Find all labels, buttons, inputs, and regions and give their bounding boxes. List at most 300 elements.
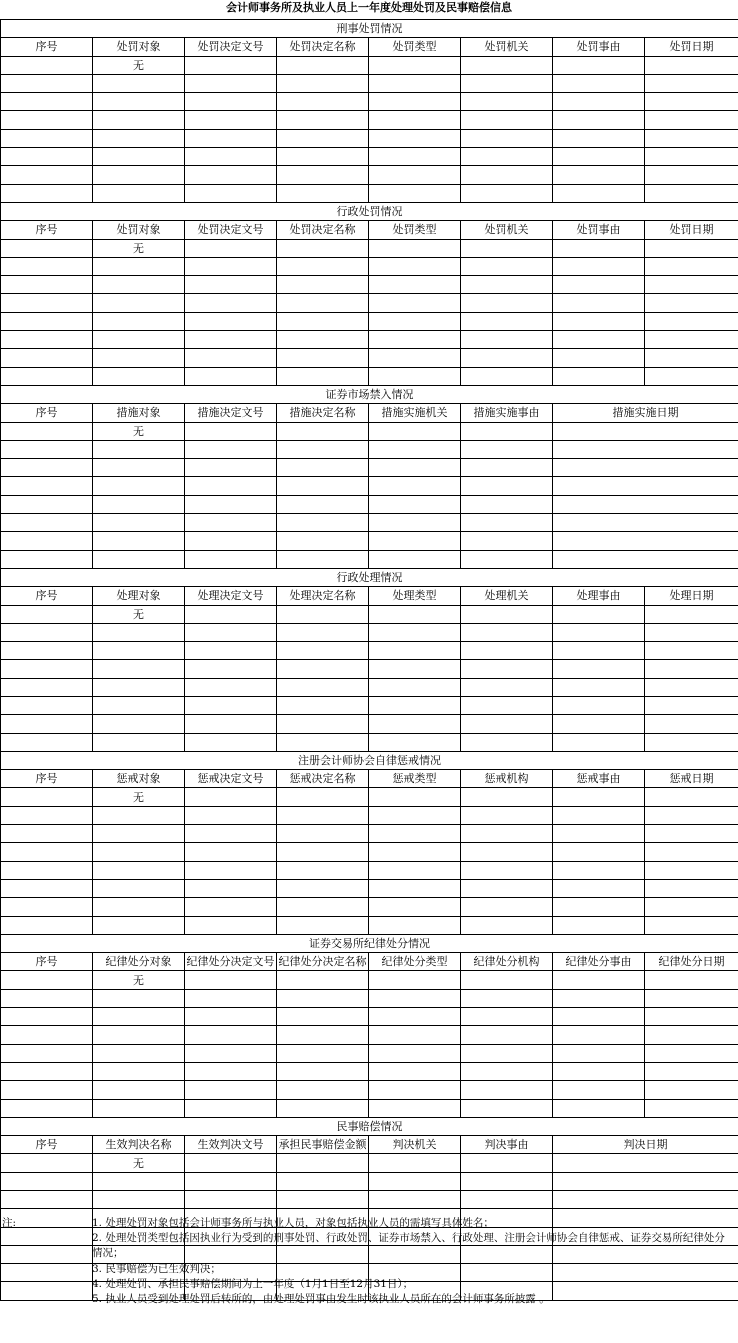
- column-header: 处罚决定名称: [277, 221, 369, 239]
- table-cell: [185, 312, 277, 330]
- header-row: [1, 38, 738, 56]
- table-cell: [461, 1191, 553, 1209]
- table-cell: [93, 678, 185, 696]
- table-row: [1, 367, 738, 385]
- table-row: [1, 1008, 738, 1026]
- table-row: [1, 459, 738, 477]
- table-cell: [553, 1026, 645, 1044]
- table-cell: [277, 733, 369, 751]
- table-cell: [645, 605, 738, 623]
- notes-label: 注:: [2, 1217, 17, 1229]
- column-header: 序号: [1, 770, 93, 788]
- table-cell: [553, 879, 645, 897]
- table-cell: [553, 550, 738, 568]
- table-cell: [553, 1191, 738, 1209]
- table-cell: [185, 514, 277, 532]
- table-row: [1, 294, 738, 312]
- header-row: [1, 221, 738, 239]
- table-cell: [93, 532, 185, 550]
- table-cell: [93, 257, 185, 275]
- section-title-row: [1, 751, 738, 769]
- table-cell: [369, 257, 461, 275]
- column-header: 处罚日期: [645, 221, 738, 239]
- table-cell: [185, 825, 277, 843]
- table-cell: [461, 715, 553, 733]
- column-header: 序号: [1, 1136, 93, 1154]
- table-cell: [553, 440, 738, 458]
- table-cell: [93, 1191, 185, 1209]
- table-cell: [1, 1026, 93, 1044]
- table-cell: [1, 440, 93, 458]
- column-header: 处理事由: [553, 587, 645, 605]
- table-cell: [277, 660, 369, 678]
- table-cell: [645, 1026, 738, 1044]
- table-cell: [1, 257, 93, 275]
- table-row: [1, 331, 738, 349]
- table-cell: [185, 971, 277, 989]
- table-cell: [1, 477, 93, 495]
- table-cell: [369, 148, 461, 166]
- table-cell: [1, 495, 93, 513]
- table-cell: [93, 861, 185, 879]
- table-cell: [277, 696, 369, 714]
- table-cell: [369, 660, 461, 678]
- table-cell: [645, 660, 738, 678]
- table-cell: [369, 1081, 461, 1099]
- table-row: [1, 1099, 738, 1117]
- table-cell: [93, 843, 185, 861]
- table-cell: [1, 879, 93, 897]
- note-item: 1. 处理处罚对象包括会计师事务所与执业人员，对象包括执业人员的需填写具体姓名；: [92, 1217, 494, 1229]
- table-row: [1, 514, 738, 532]
- table-cell: [277, 1044, 369, 1062]
- table-cell: [553, 1044, 645, 1062]
- table-cell: [1, 916, 93, 934]
- table-cell: [553, 312, 645, 330]
- table-cell: [277, 239, 369, 257]
- table-cell: [185, 111, 277, 129]
- table-cell: [369, 623, 461, 641]
- table-cell: [277, 331, 369, 349]
- table-cell: [645, 349, 738, 367]
- table-cell: [553, 806, 645, 824]
- table-cell: [93, 989, 185, 1007]
- table-row: [1, 843, 738, 861]
- table-cell: [93, 898, 185, 916]
- table-cell: [461, 1008, 553, 1026]
- table-cell: [1, 861, 93, 879]
- table-cell: [93, 276, 185, 294]
- table-cell: [277, 788, 369, 806]
- table-cell: [369, 477, 461, 495]
- table-cell: [185, 1099, 277, 1117]
- table-cell: [461, 861, 553, 879]
- table-cell: [1, 1245, 93, 1263]
- table-row: [1, 825, 738, 843]
- table-cell: [277, 989, 369, 1007]
- table-cell: [277, 276, 369, 294]
- table-cell: [185, 276, 277, 294]
- table-cell: [369, 239, 461, 257]
- table-cell: [461, 129, 553, 147]
- table-cell: [277, 459, 369, 477]
- table-cell: [1, 74, 93, 92]
- table-cell: [645, 843, 738, 861]
- section-title: 刑事处罚情况: [1, 20, 738, 38]
- column-header: 措施对象: [93, 404, 185, 422]
- table-cell: [277, 422, 369, 440]
- table-cell: [185, 166, 277, 184]
- table-cell: [461, 276, 553, 294]
- table-cell: [185, 1154, 277, 1172]
- table-cell: [93, 623, 185, 641]
- column-header: 措施实施事由: [461, 404, 553, 422]
- table-cell: [369, 532, 461, 550]
- note-item: 4. 处理处罚、承担民事赔偿期间为上一年度（1月1日至12月31日）；: [92, 1277, 414, 1290]
- column-header: 判决事由: [461, 1136, 553, 1154]
- header-row: [1, 770, 738, 788]
- table-cell: [277, 495, 369, 513]
- table-cell: [277, 532, 369, 550]
- table-cell: [369, 1172, 461, 1190]
- table-cell: [277, 129, 369, 147]
- table-cell: [461, 532, 553, 550]
- table-cell: [553, 989, 645, 1007]
- table-cell: [553, 1172, 738, 1190]
- column-header: 惩戒事由: [553, 770, 645, 788]
- table-cell: [185, 440, 277, 458]
- table-row: [1, 349, 738, 367]
- table-row: [1, 861, 738, 879]
- table-cell: [461, 1081, 553, 1099]
- table-row: [1, 532, 738, 550]
- table-row: [1, 733, 738, 751]
- table-cell: [185, 257, 277, 275]
- table-cell: [645, 898, 738, 916]
- table-cell: [369, 806, 461, 824]
- table-cell: [1, 550, 93, 568]
- table-cell: [369, 1154, 461, 1172]
- table-cell: [93, 477, 185, 495]
- table-cell: [185, 148, 277, 166]
- table-row: [1, 1062, 738, 1080]
- disclosure-table: [0, 19, 738, 1301]
- table-cell: [645, 1062, 738, 1080]
- table-cell: [93, 1044, 185, 1062]
- column-header: 措施实施日期: [553, 404, 738, 422]
- column-header: 处罚日期: [645, 38, 738, 56]
- table-cell: [185, 843, 277, 861]
- table-cell: [1, 623, 93, 641]
- table-cell: [1, 514, 93, 532]
- table-cell: [553, 56, 645, 74]
- table-cell: [461, 678, 553, 696]
- table-row: [1, 605, 738, 623]
- table-cell: [461, 879, 553, 897]
- table-cell: [369, 898, 461, 916]
- table-cell: [369, 550, 461, 568]
- table-cell: [553, 861, 645, 879]
- table-cell: [553, 514, 738, 532]
- column-header: 处罚类型: [369, 221, 461, 239]
- table-cell: [93, 349, 185, 367]
- table-cell: [369, 349, 461, 367]
- table-cell: [553, 843, 645, 861]
- table-cell: [185, 916, 277, 934]
- table-cell: [93, 879, 185, 897]
- table-cell: [553, 74, 645, 92]
- table-cell: [277, 111, 369, 129]
- table-cell: [93, 148, 185, 166]
- table-row: [1, 879, 738, 897]
- table-cell: [277, 861, 369, 879]
- table-cell: [185, 861, 277, 879]
- table-row: [1, 1172, 738, 1190]
- table-cell: [93, 331, 185, 349]
- table-cell: [1, 56, 93, 74]
- table-cell: [461, 331, 553, 349]
- table-cell: [277, 1081, 369, 1099]
- table-cell: [93, 1081, 185, 1099]
- table-cell: [185, 93, 277, 111]
- table-cell: [277, 1191, 369, 1209]
- table-cell: [277, 477, 369, 495]
- column-header: 判决机关: [369, 1136, 461, 1154]
- column-header: 处罚对象: [93, 221, 185, 239]
- table-cell: [93, 696, 185, 714]
- table-cell: [645, 56, 738, 74]
- table-cell: [369, 861, 461, 879]
- table-cell: [461, 989, 553, 1007]
- column-header: 处罚决定文号: [185, 38, 277, 56]
- table-cell: [461, 660, 553, 678]
- table-cell: [93, 1099, 185, 1117]
- table-cell: [645, 74, 738, 92]
- table-cell: [1, 166, 93, 184]
- table-cell: [93, 733, 185, 751]
- table-cell: [369, 733, 461, 751]
- column-header: 承担民事赔偿金额: [277, 1136, 369, 1154]
- table-cell: [461, 733, 553, 751]
- table-cell: [93, 294, 185, 312]
- table-row: [1, 111, 738, 129]
- table-cell: [93, 1062, 185, 1080]
- table-row: [1, 1044, 738, 1062]
- table-cell: [645, 715, 738, 733]
- table-cell: [553, 422, 738, 440]
- table-cell: [1, 825, 93, 843]
- table-cell: [185, 660, 277, 678]
- table-cell: [185, 1026, 277, 1044]
- table-cell: [277, 678, 369, 696]
- table-cell: [369, 459, 461, 477]
- table-cell: [369, 495, 461, 513]
- table-cell: [277, 715, 369, 733]
- column-header: 惩戒决定文号: [185, 770, 277, 788]
- table-cell: [461, 349, 553, 367]
- table-cell: [369, 56, 461, 74]
- column-header: 处罚决定名称: [277, 38, 369, 56]
- table-cell: [553, 916, 645, 934]
- table-cell: [461, 514, 553, 532]
- table-cell: [645, 971, 738, 989]
- table-cell: [645, 239, 738, 257]
- table-cell: [1, 129, 93, 147]
- table-cell: [369, 166, 461, 184]
- page-title: 会计师事务所及执业人员上一年度处理处罚及民事赔偿信息: [226, 1, 512, 14]
- table-cell: [277, 257, 369, 275]
- table-cell: [277, 1154, 369, 1172]
- table-row: [1, 1191, 738, 1209]
- table-cell: [277, 166, 369, 184]
- column-header: 处理对象: [93, 587, 185, 605]
- table-cell: [1, 605, 93, 623]
- table-cell: [1, 1172, 93, 1190]
- table-cell: [1, 331, 93, 349]
- column-header: 措施决定名称: [277, 404, 369, 422]
- column-header: 处罚决定文号: [185, 221, 277, 239]
- table-cell: [461, 440, 553, 458]
- table-cell: [1, 696, 93, 714]
- table-cell: [645, 1044, 738, 1062]
- section-title-row: [1, 568, 738, 586]
- table-cell: [185, 623, 277, 641]
- table-cell: [1, 1081, 93, 1099]
- column-header: 处理决定名称: [277, 587, 369, 605]
- table-row: [1, 1026, 738, 1044]
- table-cell: [461, 56, 553, 74]
- table-cell: [645, 331, 738, 349]
- table-cell: [645, 111, 738, 129]
- table-cell: [277, 916, 369, 934]
- table-cell: [645, 148, 738, 166]
- header-row: [1, 587, 738, 605]
- section-title-row: [1, 202, 738, 220]
- table-cell: [461, 1154, 553, 1172]
- table-cell: [645, 825, 738, 843]
- table-cell: [277, 1172, 369, 1190]
- table-cell: [553, 495, 738, 513]
- table-cell: 无: [93, 605, 185, 623]
- table-cell: [461, 1172, 553, 1190]
- table-cell: [369, 642, 461, 660]
- table-cell: [277, 148, 369, 166]
- table-cell: [553, 532, 738, 550]
- table-cell: [553, 898, 645, 916]
- table-cell: [93, 166, 185, 184]
- table-cell: [277, 1099, 369, 1117]
- table-cell: [369, 331, 461, 349]
- table-cell: [369, 989, 461, 1007]
- table-cell: [645, 678, 738, 696]
- table-cell: [277, 898, 369, 916]
- table-cell: [277, 879, 369, 897]
- table-cell: [461, 825, 553, 843]
- table-cell: [1, 806, 93, 824]
- table-cell: [185, 477, 277, 495]
- table-cell: [553, 605, 645, 623]
- table-cell: [461, 843, 553, 861]
- table-cell: [277, 843, 369, 861]
- column-header: 纪律处分决定文号: [185, 953, 277, 971]
- table-cell: [369, 696, 461, 714]
- table-cell: [93, 806, 185, 824]
- table-cell: [553, 459, 738, 477]
- column-header: 处理决定文号: [185, 587, 277, 605]
- table-cell: [461, 294, 553, 312]
- section-title: 民事赔偿情况: [1, 1117, 738, 1135]
- table-cell: [1, 788, 93, 806]
- table-cell: [369, 422, 461, 440]
- table-cell: [93, 1026, 185, 1044]
- table-cell: [553, 660, 645, 678]
- table-cell: [645, 367, 738, 385]
- table-cell: [369, 440, 461, 458]
- table-cell: [1, 184, 93, 202]
- table-cell: [645, 166, 738, 184]
- table-cell: [1, 148, 93, 166]
- table-cell: [93, 440, 185, 458]
- table-cell: [93, 825, 185, 843]
- table-cell: [185, 532, 277, 550]
- table-cell: [645, 861, 738, 879]
- table-cell: [645, 989, 738, 1007]
- table-cell: [185, 367, 277, 385]
- section-title: 证券交易所纪律处分情况: [1, 934, 738, 952]
- table-cell: [1, 843, 93, 861]
- column-header: 纪律处分事由: [553, 953, 645, 971]
- section-title-row: [1, 20, 738, 38]
- header-row: [1, 953, 738, 971]
- table-cell: [185, 1081, 277, 1099]
- table-cell: [277, 806, 369, 824]
- table-cell: [93, 459, 185, 477]
- table-cell: [461, 1062, 553, 1080]
- table-cell: [369, 93, 461, 111]
- table-cell: [461, 495, 553, 513]
- column-header: 惩戒决定名称: [277, 770, 369, 788]
- table-cell: [369, 1062, 461, 1080]
- table-cell: [1, 111, 93, 129]
- table-cell: [93, 550, 185, 568]
- table-cell: [645, 184, 738, 202]
- table-cell: [461, 971, 553, 989]
- table-cell: [553, 1062, 645, 1080]
- table-row: [1, 550, 738, 568]
- table-row: [1, 989, 738, 1007]
- table-cell: [369, 1008, 461, 1026]
- table-cell: [369, 294, 461, 312]
- table-cell: [185, 715, 277, 733]
- table-cell: [185, 294, 277, 312]
- table-cell: 无: [93, 788, 185, 806]
- table-cell: [277, 971, 369, 989]
- table-cell: [461, 239, 553, 257]
- section-title-row: [1, 934, 738, 952]
- table-row: [1, 898, 738, 916]
- table-cell: [185, 989, 277, 1007]
- table-cell: [1, 93, 93, 111]
- column-header: 判决日期: [553, 1136, 738, 1154]
- table-cell: [93, 93, 185, 111]
- table-cell: [645, 788, 738, 806]
- table-cell: [461, 477, 553, 495]
- table-cell: [461, 605, 553, 623]
- column-header: 处罚类型: [369, 38, 461, 56]
- table-row: [1, 678, 738, 696]
- table-cell: [645, 1081, 738, 1099]
- table-cell: [369, 879, 461, 897]
